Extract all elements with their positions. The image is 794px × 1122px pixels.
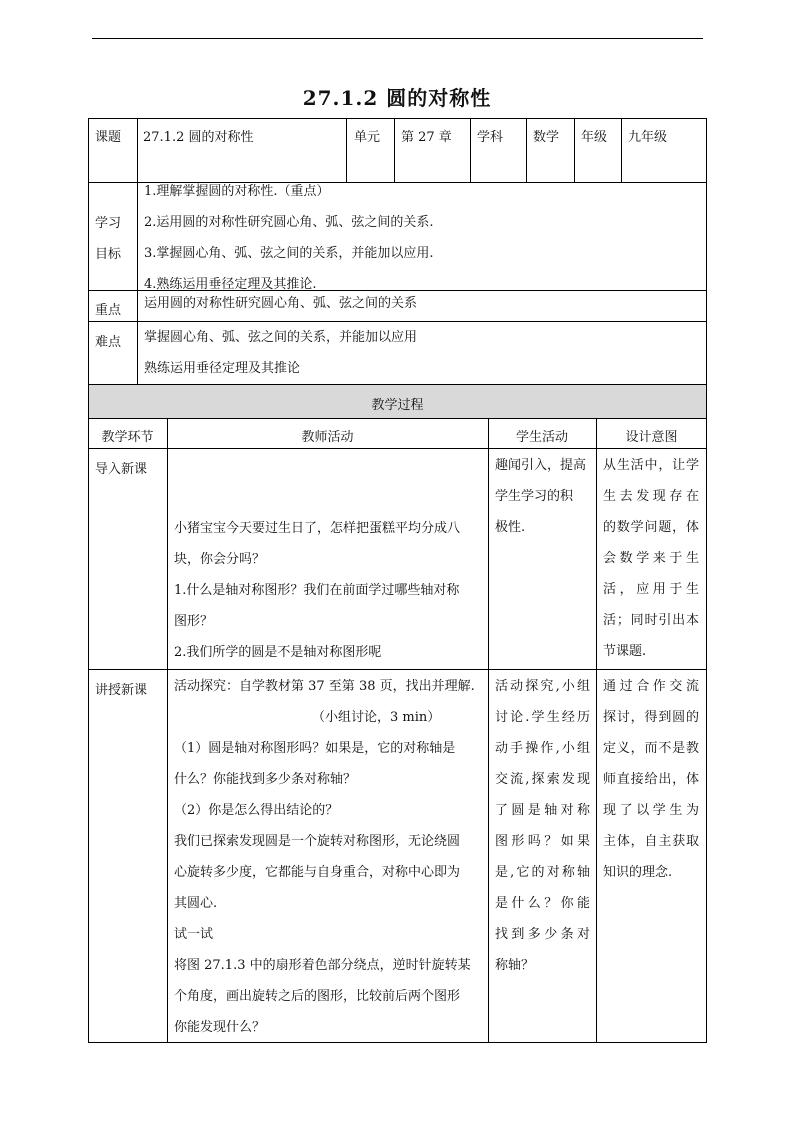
- text-line: 讨论.学生经历: [495, 710, 590, 725]
- goals-label-2: 目标: [95, 247, 122, 262]
- text-line: 探讨，得到圆的: [603, 710, 699, 725]
- difficulty-list: [144, 322, 417, 384]
- text-line: 主体，自主获取: [603, 834, 699, 849]
- text-line: 通过合作交流: [603, 679, 699, 694]
- text-line: 趣闻引入，提高: [495, 458, 587, 473]
- text-line: 将图 27.1.3 中的扇形着色部分绕点，逆时针旋转某: [174, 958, 471, 973]
- new-stage: 讲授新课: [95, 683, 148, 698]
- text-line: （1）圆是轴对称图形吗？如果是，它的对称轴是: [174, 741, 456, 756]
- text-line: 找到多少条对: [495, 927, 590, 942]
- intro-design: [603, 450, 699, 667]
- text-line: 称轴？: [495, 958, 535, 973]
- text-line: 生去发现存在: [603, 489, 699, 504]
- text-line: 学生学习的积: [495, 489, 574, 504]
- text-line: 活动探究,小组: [495, 679, 590, 694]
- nian-ji-value: 九年级: [628, 130, 668, 145]
- text-line: （小组讨论，3 min）: [312, 710, 441, 725]
- text-line: 活；同时引出本: [603, 613, 699, 628]
- text-line: 极性.: [495, 520, 526, 535]
- text-line: 心旋转多少度，它都能与自身重合，对称中心即为: [174, 865, 461, 880]
- text-line: 动手操作,小组: [495, 741, 590, 756]
- xue-ke-label: 学科: [477, 130, 504, 145]
- ke-ti-value: 27.1.2 圆的对称性: [143, 130, 254, 145]
- header-rule: [92, 38, 703, 39]
- goal-item: 2.运用圆的对称性研究圆心角、弧、弦之间的关系.: [144, 215, 434, 230]
- goals-list: [144, 176, 434, 300]
- goal-item: 3.掌握圆心角、弧、弦之间的关系，并能加以应用.: [144, 246, 434, 261]
- new-teacher: [174, 671, 475, 1043]
- header-design: 设计意图: [625, 430, 678, 445]
- text-line: 个角度，画出旋转之后的图形，比较前后两个图形: [174, 989, 461, 1004]
- xue-ke-value: 数学: [533, 130, 560, 145]
- text-line: 小猪宝宝今天要过生日了，怎样把蛋糕平均分成八: [174, 521, 461, 536]
- text-line: 定义，而不是教: [603, 741, 699, 756]
- text-line: 其圆心.: [174, 896, 218, 911]
- text-line: 图形吗？如果: [495, 834, 590, 849]
- dan-yuan-label: 单元: [354, 130, 381, 145]
- new-student: [495, 671, 590, 981]
- text-line: 了圆是轴对称: [495, 803, 590, 818]
- goal-item: 1.理解掌握圆的对称性.（重点）: [144, 184, 330, 199]
- key-point-label: 重点: [95, 303, 122, 318]
- goals-label-1: 学习: [95, 216, 122, 231]
- ke-ti-label: 课题: [95, 130, 122, 145]
- new-design: [603, 671, 699, 888]
- text-line: 从生活中，让学: [603, 458, 699, 473]
- text-line: 活，应用于生: [603, 582, 699, 597]
- text-line: 你能发现什么？: [174, 1020, 266, 1035]
- text-line: 图形？: [174, 614, 214, 629]
- header-student: 学生活动: [515, 430, 568, 445]
- text-line: 交流,探索发现: [495, 772, 590, 787]
- difficulty-line: 熟练运用垂径定理及其推论: [144, 361, 301, 376]
- process-banner-text: 教学过程: [371, 398, 424, 413]
- text-line: 师直接给出，体: [603, 772, 699, 787]
- text-line: 节课题.: [603, 644, 647, 659]
- text-line: （2）你是怎么得出结论的？: [174, 803, 339, 818]
- text-line: 是什么？你能: [495, 896, 590, 911]
- difficulty-label: 难点: [95, 335, 122, 350]
- page-title: 27.1.2 圆的对称性: [302, 86, 492, 110]
- text-line: 会数学来于生: [603, 551, 699, 566]
- header-stage: 教学环节: [101, 430, 154, 445]
- goal-item: 4.熟练运用垂径定理及其推论.: [144, 277, 317, 292]
- intro-stage: 导入新课: [95, 462, 148, 477]
- text-line: 我们已探索发现圆是一个旋转对称图形，无论绕圆: [174, 834, 461, 849]
- text-line: 现了以学生为: [603, 803, 699, 818]
- header-teacher: 教师活动: [301, 430, 354, 445]
- text-line: 试一试: [174, 927, 214, 942]
- text-line: 知识的理念.: [603, 865, 673, 880]
- intro-teacher: [174, 513, 460, 668]
- difficulty-line: 掌握圆心角、弧、弦之间的关系，并能加以应用: [144, 330, 418, 345]
- text-line: 是,它的对称轴: [495, 865, 590, 880]
- key-point-text: 运用圆的对称性研究圆心角、弧、弦之间的关系: [144, 296, 418, 311]
- nian-ji-label: 年级: [581, 130, 608, 145]
- text-line: 2.我们所学的圆是不是轴对称图形呢: [174, 645, 382, 660]
- text-line: 活动探究：自学教材第 37 至第 38 页，找出并理解.: [174, 679, 475, 694]
- dan-yuan-value: 第 27 章: [401, 130, 452, 145]
- intro-student: [495, 450, 586, 543]
- text-line: 块，你会分吗？: [174, 552, 266, 567]
- text-line: 什么？你能找到多少条对称轴？: [174, 772, 357, 787]
- text-line: 1.什么是轴对称图形？我们在前面学过哪些轴对称: [174, 583, 460, 598]
- text-line: 的数学问题，体: [603, 520, 699, 535]
